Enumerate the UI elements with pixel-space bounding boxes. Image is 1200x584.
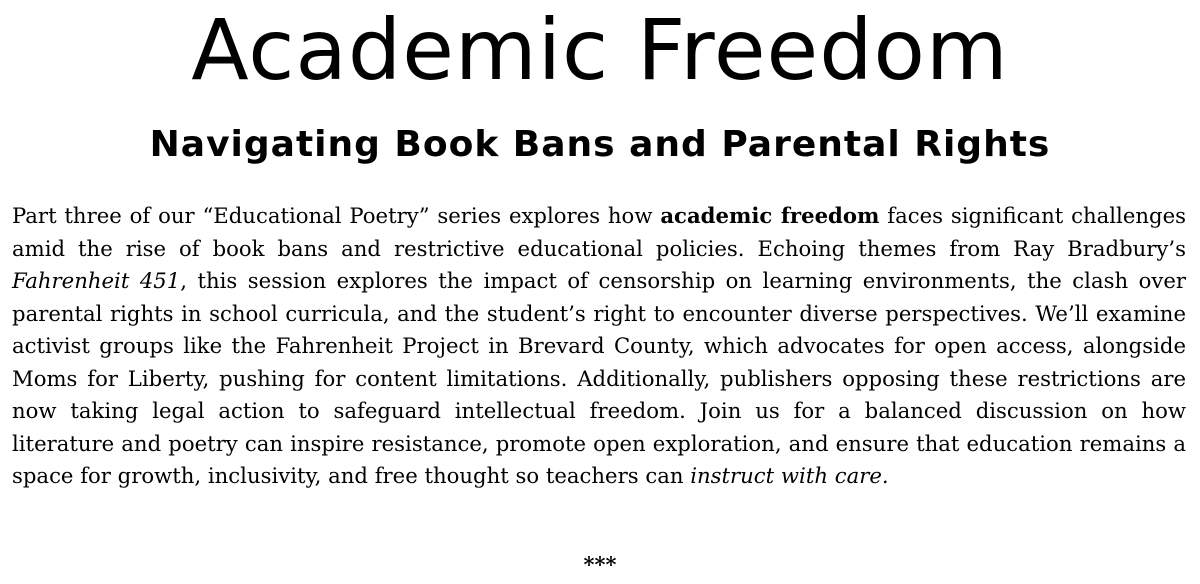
page-title: Academic Freedom <box>191 1 1009 99</box>
bold-term: academic freedom <box>660 203 880 228</box>
description-paragraph <box>12 200 1186 493</box>
paragraph-text-3: , this session explores the impact of censorship on learning environments, the clash over parental rights in school curricula, and the student’s right to encounter diverse perspectives. We’ll examine activist groups like the Fahrenheit Project in Brevard County, which advocates for open access, alongside Moms for Liberty, pushing for content limitations. Additionally, publishers opposing these restrictions are now taking legal action to safeguard intellectual freedom. Join us for a balanced discussion on how literature and poetry can inspire resistance, promote open exploration, and ensure that education remains a space for growth, inclusivity, and free thought so teachers can <box>12 268 1186 488</box>
section-separator: *** <box>583 552 617 577</box>
book-title: Fahrenheit 451 <box>12 268 181 293</box>
paragraph-text-1: Part three of our “Educational Poetry” series explores how <box>12 203 661 228</box>
closing-italic: instruct with care. <box>690 463 889 488</box>
page-subtitle: Navigating Book Bans and Parental Rights <box>149 124 1051 165</box>
paragraph-text-2: faces significant challenges amid the rise of book bans and restrictive educational policies. Echoing themes from Ray Bradbury’s <box>12 203 1186 261</box>
